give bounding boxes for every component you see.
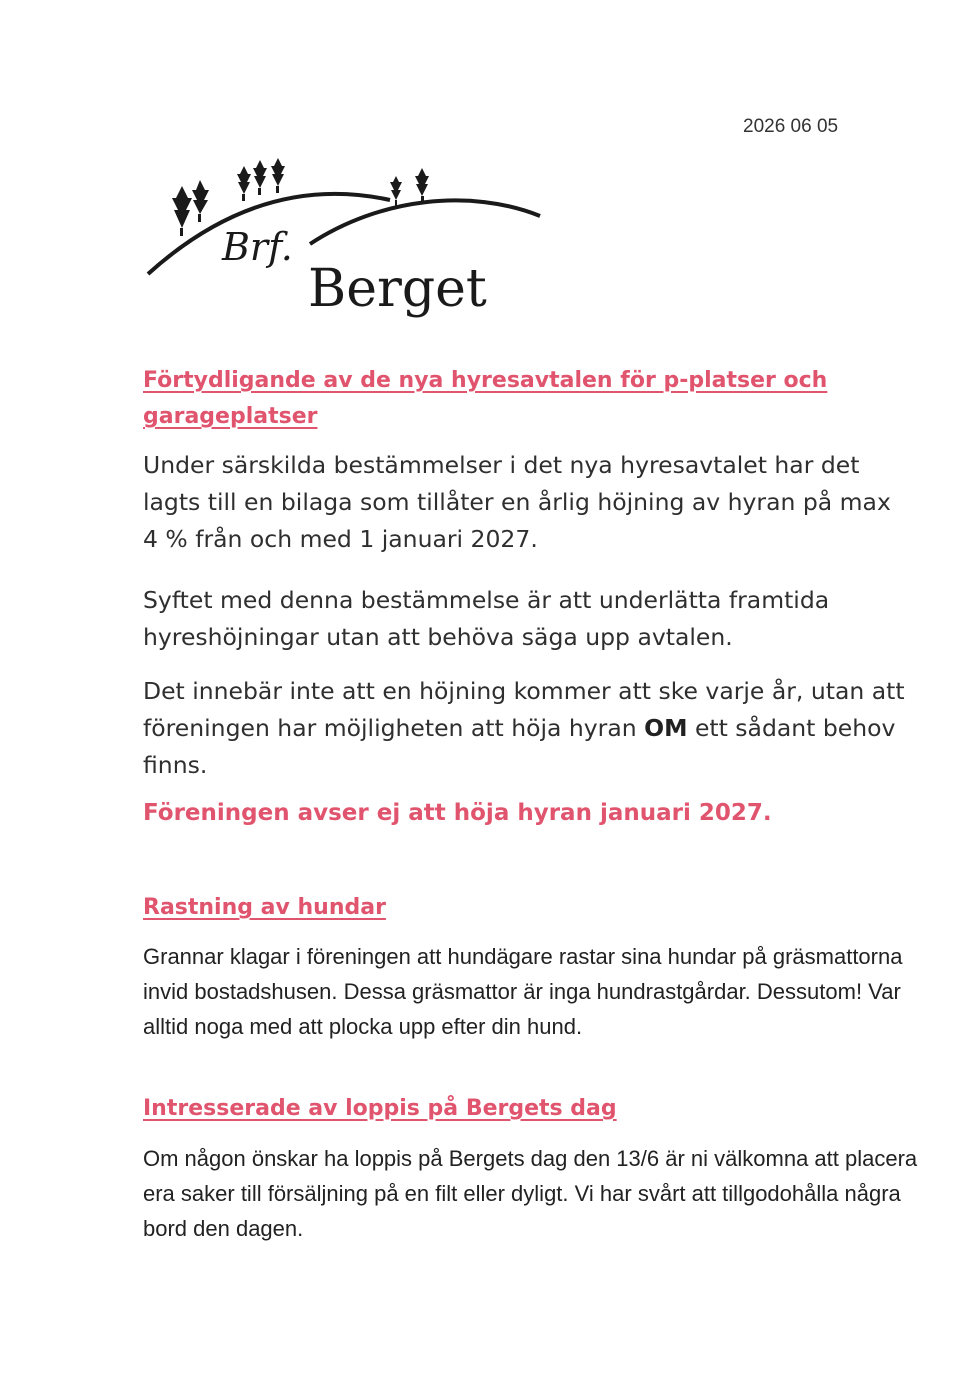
section2-heading: Rastning av hundar [143, 895, 386, 920]
logo-graphic [140, 158, 560, 328]
section1-heading-line1: Förtydligande av de nya hyresavtalen för p-platser och [143, 368, 828, 393]
paragraph3-text-before: Det innebär inte att en höjning kommer att ske varje år, utan att föreningen har möjligheten att höja hyran [143, 677, 905, 742]
section1-heading-line2: garageplatser [143, 404, 318, 429]
section2-paragraph: Grannar klagar i föreningen att hundägare rastar sina hundar på gräsmattorna invid bostadshusen. Dessa gräsmattor är inga hundrastgårdar. Dessutom! Var alltid noga med att plocka upp efter din hund. [143, 944, 903, 1039]
section1-paragraph1: Under särskilda bestämmelser i det nya hyresavtalet har det lagts till en bilaga som tillåter en årlig höjning av hyran på max 4 % från och med 1 januari 2027. [143, 451, 891, 553]
trees-right-icon [390, 168, 429, 206]
section3-heading: Intresserade av loppis på Bergets dag [143, 1096, 617, 1121]
section1-heading [143, 363, 843, 435]
section3-paragraph: Om någon önskar ha loppis på Bergets dag den 13/6 är ni välkomna att placera era saker till försäljning på en filt eller dyligt. Vi har svårt att tillgodohålla några bord den dagen. [143, 1146, 918, 1241]
rent-notice: Föreningen avser ej att höja hyran januari 2027. [143, 800, 772, 826]
brf-berget-logo [140, 158, 560, 328]
paragraph3-bold-om: OM [644, 714, 688, 742]
paragraph3-text-after: ett sådant behov finns. [143, 714, 896, 779]
section1-paragraph2: Syftet med denna bestämmelse är att underlätta framtida hyreshöjningar utan att behöva säga upp avtalen. [143, 586, 830, 651]
section1-paragraph3 [143, 673, 913, 784]
logo-prefix: Brf. [222, 225, 293, 269]
logo-name: Berget [308, 259, 487, 319]
document-date: 2026 06 05 [743, 116, 839, 137]
hill-right [310, 200, 540, 244]
